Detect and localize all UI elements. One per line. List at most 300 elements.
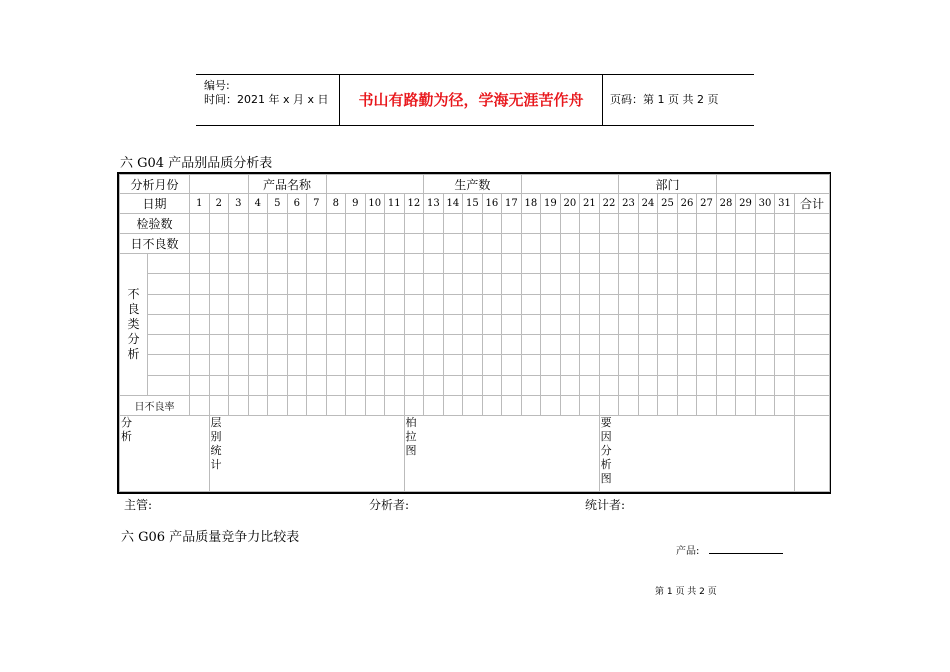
entry-cell[interactable]: [365, 396, 385, 416]
entry-cell[interactable]: [190, 274, 210, 294]
entry-cell[interactable]: [502, 355, 522, 375]
entry-cell[interactable]: [307, 355, 327, 375]
entry-cell[interactable]: [697, 355, 717, 375]
entry-cell[interactable]: [268, 214, 288, 234]
entry-cell[interactable]: [736, 294, 756, 314]
entry-cell[interactable]: [229, 214, 249, 234]
entry-cell[interactable]: [424, 294, 444, 314]
entry-cell[interactable]: [638, 234, 658, 254]
entry-cell[interactable]: [541, 234, 561, 254]
cause-analysis-section[interactable]: [599, 416, 794, 492]
entry-cell[interactable]: [619, 214, 639, 234]
entry-cell[interactable]: [755, 335, 775, 355]
entry-cell[interactable]: [521, 214, 541, 234]
entry-cell[interactable]: [209, 234, 229, 254]
entry-cell[interactable]: [424, 375, 444, 395]
entry-cell[interactable]: [775, 274, 795, 294]
entry-cell[interactable]: [541, 396, 561, 416]
entry-cell[interactable]: [268, 274, 288, 294]
entry-cell[interactable]: [190, 294, 210, 314]
entry-cell[interactable]: [541, 355, 561, 375]
entry-cell[interactable]: [521, 375, 541, 395]
entry-cell[interactable]: [385, 396, 405, 416]
entry-cell[interactable]: [736, 234, 756, 254]
entry-cell[interactable]: [268, 294, 288, 314]
entry-cell[interactable]: [580, 214, 600, 234]
entry-cell[interactable]: [482, 396, 502, 416]
entry-cell[interactable]: [736, 314, 756, 334]
entry-cell[interactable]: [736, 375, 756, 395]
entry-cell[interactable]: [638, 274, 658, 294]
entry-cell[interactable]: [346, 234, 366, 254]
entry-cell[interactable]: [541, 294, 561, 314]
entry-cell[interactable]: [209, 396, 229, 416]
entry-cell[interactable]: [229, 234, 249, 254]
defect-type-name-cell[interactable]: [148, 335, 190, 355]
entry-cell[interactable]: [619, 375, 639, 395]
entry-cell[interactable]: [463, 396, 483, 416]
entry-cell[interactable]: [716, 396, 736, 416]
entry-cell[interactable]: [638, 335, 658, 355]
entry-cell[interactable]: [385, 335, 405, 355]
entry-cell[interactable]: [599, 254, 619, 274]
product-name-field[interactable]: [326, 175, 424, 194]
entry-cell[interactable]: [599, 274, 619, 294]
entry-cell[interactable]: [463, 274, 483, 294]
entry-cell[interactable]: [326, 355, 346, 375]
entry-cell[interactable]: [248, 314, 268, 334]
entry-cell[interactable]: [716, 355, 736, 375]
entry-cell[interactable]: [580, 355, 600, 375]
entry-cell[interactable]: [404, 214, 424, 234]
entry-cell[interactable]: [794, 335, 830, 355]
entry-cell[interactable]: [677, 335, 697, 355]
entry-cell[interactable]: [346, 335, 366, 355]
entry-cell[interactable]: [775, 355, 795, 375]
entry-cell[interactable]: [697, 234, 717, 254]
entry-cell[interactable]: [463, 294, 483, 314]
entry-cell[interactable]: [268, 396, 288, 416]
entry-cell[interactable]: [638, 214, 658, 234]
entry-cell[interactable]: [502, 396, 522, 416]
entry-cell[interactable]: [268, 335, 288, 355]
entry-cell[interactable]: [365, 294, 385, 314]
entry-cell[interactable]: [541, 314, 561, 334]
entry-cell[interactable]: [755, 375, 775, 395]
entry-cell[interactable]: [716, 254, 736, 274]
entry-cell[interactable]: [638, 355, 658, 375]
entry-cell[interactable]: [755, 396, 775, 416]
entry-cell[interactable]: [677, 314, 697, 334]
entry-cell[interactable]: [560, 314, 580, 334]
entry-cell[interactable]: [248, 274, 268, 294]
entry-cell[interactable]: [346, 375, 366, 395]
entry-cell[interactable]: [580, 335, 600, 355]
entry-cell[interactable]: [268, 234, 288, 254]
entry-cell[interactable]: [677, 355, 697, 375]
entry-cell[interactable]: [775, 335, 795, 355]
entry-cell[interactable]: [638, 254, 658, 274]
entry-cell[interactable]: [346, 396, 366, 416]
entry-cell[interactable]: [502, 234, 522, 254]
entry-cell[interactable]: [658, 254, 678, 274]
entry-cell[interactable]: [424, 396, 444, 416]
entry-cell[interactable]: [365, 335, 385, 355]
entry-cell[interactable]: [697, 274, 717, 294]
entry-cell[interactable]: [404, 274, 424, 294]
entry-cell[interactable]: [365, 254, 385, 274]
entry-cell[interactable]: [755, 214, 775, 234]
entry-cell[interactable]: [463, 314, 483, 334]
entry-cell[interactable]: [385, 214, 405, 234]
entry-cell[interactable]: [307, 335, 327, 355]
entry-cell[interactable]: [502, 335, 522, 355]
entry-cell[interactable]: [443, 396, 463, 416]
entry-cell[interactable]: [385, 234, 405, 254]
entry-cell[interactable]: [326, 294, 346, 314]
entry-cell[interactable]: [482, 314, 502, 334]
entry-cell[interactable]: [716, 214, 736, 234]
entry-cell[interactable]: [560, 274, 580, 294]
entry-cell[interactable]: [775, 234, 795, 254]
entry-cell[interactable]: [287, 254, 307, 274]
entry-cell[interactable]: [541, 254, 561, 274]
entry-cell[interactable]: [443, 314, 463, 334]
entry-cell[interactable]: [326, 214, 346, 234]
entry-cell[interactable]: [229, 335, 249, 355]
entry-cell[interactable]: [736, 254, 756, 274]
entry-cell[interactable]: [463, 254, 483, 274]
defect-type-name-cell[interactable]: [148, 355, 190, 375]
entry-cell[interactable]: [541, 274, 561, 294]
entry-cell[interactable]: [794, 214, 830, 234]
entry-cell[interactable]: [677, 254, 697, 274]
entry-cell[interactable]: [560, 335, 580, 355]
entry-cell[interactable]: [755, 274, 775, 294]
entry-cell[interactable]: [658, 274, 678, 294]
entry-cell[interactable]: [658, 355, 678, 375]
entry-cell[interactable]: [248, 294, 268, 314]
entry-cell[interactable]: [716, 234, 736, 254]
entry-cell[interactable]: [619, 335, 639, 355]
entry-cell[interactable]: [794, 314, 830, 334]
entry-cell[interactable]: [560, 396, 580, 416]
entry-cell[interactable]: [697, 254, 717, 274]
entry-cell[interactable]: [268, 254, 288, 274]
entry-cell[interactable]: [424, 274, 444, 294]
entry-cell[interactable]: [755, 355, 775, 375]
entry-cell[interactable]: [658, 214, 678, 234]
entry-cell[interactable]: [619, 254, 639, 274]
defect-type-name-cell[interactable]: [148, 375, 190, 395]
entry-cell[interactable]: [482, 355, 502, 375]
entry-cell[interactable]: [755, 254, 775, 274]
entry-cell[interactable]: [190, 214, 210, 234]
entry-cell[interactable]: [560, 254, 580, 274]
entry-cell[interactable]: [443, 254, 463, 274]
entry-cell[interactable]: [307, 396, 327, 416]
entry-cell[interactable]: [794, 254, 830, 274]
entry-cell[interactable]: [346, 274, 366, 294]
entry-cell[interactable]: [326, 396, 346, 416]
entry-cell[interactable]: [424, 254, 444, 274]
entry-cell[interactable]: [482, 214, 502, 234]
entry-cell[interactable]: [599, 375, 619, 395]
entry-cell[interactable]: [580, 254, 600, 274]
defect-type-name-cell[interactable]: [148, 254, 190, 274]
entry-cell[interactable]: [443, 274, 463, 294]
entry-cell[interactable]: [560, 375, 580, 395]
entry-cell[interactable]: [521, 335, 541, 355]
entry-cell[interactable]: [424, 234, 444, 254]
entry-cell[interactable]: [209, 214, 229, 234]
entry-cell[interactable]: [463, 355, 483, 375]
entry-cell[interactable]: [190, 335, 210, 355]
entry-cell[interactable]: [385, 314, 405, 334]
entry-cell[interactable]: [404, 234, 424, 254]
entry-cell[interactable]: [248, 214, 268, 234]
entry-cell[interactable]: [560, 294, 580, 314]
entry-cell[interactable]: [209, 375, 229, 395]
entry-cell[interactable]: [385, 294, 405, 314]
entry-cell[interactable]: [794, 355, 830, 375]
entry-cell[interactable]: [502, 294, 522, 314]
entry-cell[interactable]: [326, 254, 346, 274]
entry-cell[interactable]: [560, 355, 580, 375]
entry-cell[interactable]: [365, 355, 385, 375]
entry-cell[interactable]: [326, 335, 346, 355]
entry-cell[interactable]: [599, 294, 619, 314]
entry-cell[interactable]: [736, 214, 756, 234]
entry-cell[interactable]: [209, 314, 229, 334]
entry-cell[interactable]: [365, 274, 385, 294]
entry-cell[interactable]: [346, 254, 366, 274]
entry-cell[interactable]: [404, 396, 424, 416]
defect-type-name-cell[interactable]: [148, 274, 190, 294]
entry-cell[interactable]: [424, 214, 444, 234]
entry-cell[interactable]: [463, 234, 483, 254]
entry-cell[interactable]: [463, 375, 483, 395]
entry-cell[interactable]: [775, 294, 795, 314]
entry-cell[interactable]: [697, 375, 717, 395]
entry-cell[interactable]: [385, 254, 405, 274]
entry-cell[interactable]: [658, 234, 678, 254]
entry-cell[interactable]: [268, 355, 288, 375]
entry-cell[interactable]: [424, 335, 444, 355]
entry-cell[interactable]: [307, 254, 327, 274]
entry-cell[interactable]: [248, 396, 268, 416]
entry-cell[interactable]: [248, 335, 268, 355]
entry-cell[interactable]: [463, 335, 483, 355]
entry-cell[interactable]: [502, 314, 522, 334]
entry-cell[interactable]: [521, 274, 541, 294]
entry-cell[interactable]: [658, 314, 678, 334]
entry-cell[interactable]: [619, 314, 639, 334]
entry-cell[interactable]: [638, 396, 658, 416]
month-field[interactable]: [190, 175, 249, 194]
entry-cell[interactable]: [307, 314, 327, 334]
entry-cell[interactable]: [619, 396, 639, 416]
entry-cell[interactable]: [190, 314, 210, 334]
entry-cell[interactable]: [755, 294, 775, 314]
entry-cell[interactable]: [775, 375, 795, 395]
pareto-section[interactable]: [404, 416, 599, 492]
entry-cell[interactable]: [794, 274, 830, 294]
entry-cell[interactable]: [346, 314, 366, 334]
entry-cell[interactable]: [248, 234, 268, 254]
entry-cell[interactable]: [541, 214, 561, 234]
entry-cell[interactable]: [209, 355, 229, 375]
entry-cell[interactable]: [443, 335, 463, 355]
entry-cell[interactable]: [482, 294, 502, 314]
entry-cell[interactable]: [404, 254, 424, 274]
entry-cell[interactable]: [346, 214, 366, 234]
entry-cell[interactable]: [716, 274, 736, 294]
entry-cell[interactable]: [599, 355, 619, 375]
entry-cell[interactable]: [307, 214, 327, 234]
entry-cell[interactable]: [404, 355, 424, 375]
entry-cell[interactable]: [424, 355, 444, 375]
entry-cell[interactable]: [619, 294, 639, 314]
entry-cell[interactable]: [502, 254, 522, 274]
entry-cell[interactable]: [307, 274, 327, 294]
analysis-extra-cell[interactable]: [794, 416, 830, 492]
entry-cell[interactable]: [248, 254, 268, 274]
entry-cell[interactable]: [736, 274, 756, 294]
entry-cell[interactable]: [404, 335, 424, 355]
entry-cell[interactable]: [404, 375, 424, 395]
entry-cell[interactable]: [365, 214, 385, 234]
entry-cell[interactable]: [775, 314, 795, 334]
entry-cell[interactable]: [755, 314, 775, 334]
entry-cell[interactable]: [716, 375, 736, 395]
entry-cell[interactable]: [658, 375, 678, 395]
entry-cell[interactable]: [736, 335, 756, 355]
entry-cell[interactable]: [502, 274, 522, 294]
entry-cell[interactable]: [638, 375, 658, 395]
entry-cell[interactable]: [248, 355, 268, 375]
entry-cell[interactable]: [365, 375, 385, 395]
entry-cell[interactable]: [677, 274, 697, 294]
entry-cell[interactable]: [599, 314, 619, 334]
entry-cell[interactable]: [716, 314, 736, 334]
entry-cell[interactable]: [287, 355, 307, 375]
entry-cell[interactable]: [326, 274, 346, 294]
entry-cell[interactable]: [190, 234, 210, 254]
entry-cell[interactable]: [794, 375, 830, 395]
defect-type-name-cell[interactable]: [148, 294, 190, 314]
entry-cell[interactable]: [502, 375, 522, 395]
entry-cell[interactable]: [190, 375, 210, 395]
product-blank-line[interactable]: [709, 553, 783, 554]
entry-cell[interactable]: [209, 335, 229, 355]
entry-cell[interactable]: [521, 314, 541, 334]
entry-cell[interactable]: [268, 375, 288, 395]
entry-cell[interactable]: [287, 294, 307, 314]
entry-cell[interactable]: [268, 314, 288, 334]
entry-cell[interactable]: [229, 375, 249, 395]
entry-cell[interactable]: [482, 254, 502, 274]
entry-cell[interactable]: [677, 396, 697, 416]
entry-cell[interactable]: [736, 355, 756, 375]
dept-field[interactable]: [716, 175, 830, 194]
entry-cell[interactable]: [287, 234, 307, 254]
entry-cell[interactable]: [677, 214, 697, 234]
entry-cell[interactable]: [580, 274, 600, 294]
output-field[interactable]: [521, 175, 619, 194]
entry-cell[interactable]: [190, 396, 210, 416]
entry-cell[interactable]: [697, 335, 717, 355]
entry-cell[interactable]: [658, 335, 678, 355]
entry-cell[interactable]: [677, 294, 697, 314]
entry-cell[interactable]: [716, 294, 736, 314]
entry-cell[interactable]: [326, 375, 346, 395]
entry-cell[interactable]: [697, 294, 717, 314]
entry-cell[interactable]: [307, 294, 327, 314]
entry-cell[interactable]: [736, 396, 756, 416]
entry-cell[interactable]: [307, 375, 327, 395]
entry-cell[interactable]: [638, 294, 658, 314]
entry-cell[interactable]: [482, 375, 502, 395]
entry-cell[interactable]: [697, 214, 717, 234]
entry-cell[interactable]: [229, 254, 249, 274]
entry-cell[interactable]: [346, 294, 366, 314]
defect-type-name-cell[interactable]: [148, 314, 190, 334]
entry-cell[interactable]: [326, 314, 346, 334]
entry-cell[interactable]: [619, 274, 639, 294]
entry-cell[interactable]: [443, 375, 463, 395]
entry-cell[interactable]: [248, 375, 268, 395]
entry-cell[interactable]: [619, 234, 639, 254]
entry-cell[interactable]: [307, 234, 327, 254]
entry-cell[interactable]: [658, 294, 678, 314]
entry-cell[interactable]: [794, 234, 830, 254]
layer-stats-section[interactable]: [209, 416, 404, 492]
entry-cell[interactable]: [502, 214, 522, 234]
entry-cell[interactable]: [209, 254, 229, 274]
entry-cell[interactable]: [287, 214, 307, 234]
entry-cell[interactable]: [209, 294, 229, 314]
entry-cell[interactable]: [229, 314, 249, 334]
entry-cell[interactable]: [443, 294, 463, 314]
entry-cell[interactable]: [658, 396, 678, 416]
entry-cell[interactable]: [560, 214, 580, 234]
entry-cell[interactable]: [443, 214, 463, 234]
entry-cell[interactable]: [697, 396, 717, 416]
entry-cell[interactable]: [443, 355, 463, 375]
entry-cell[interactable]: [229, 396, 249, 416]
entry-cell[interactable]: [287, 314, 307, 334]
entry-cell[interactable]: [365, 234, 385, 254]
entry-cell[interactable]: [482, 335, 502, 355]
entry-cell[interactable]: [775, 254, 795, 274]
entry-cell[interactable]: [326, 234, 346, 254]
entry-cell[interactable]: [385, 355, 405, 375]
entry-cell[interactable]: [794, 396, 830, 416]
entry-cell[interactable]: [482, 274, 502, 294]
entry-cell[interactable]: [775, 214, 795, 234]
entry-cell[interactable]: [287, 396, 307, 416]
entry-cell[interactable]: [541, 375, 561, 395]
entry-cell[interactable]: [619, 355, 639, 375]
entry-cell[interactable]: [229, 294, 249, 314]
entry-cell[interactable]: [716, 335, 736, 355]
entry-cell[interactable]: [365, 314, 385, 334]
entry-cell[interactable]: [424, 314, 444, 334]
entry-cell[interactable]: [580, 375, 600, 395]
entry-cell[interactable]: [229, 355, 249, 375]
entry-cell[interactable]: [385, 375, 405, 395]
